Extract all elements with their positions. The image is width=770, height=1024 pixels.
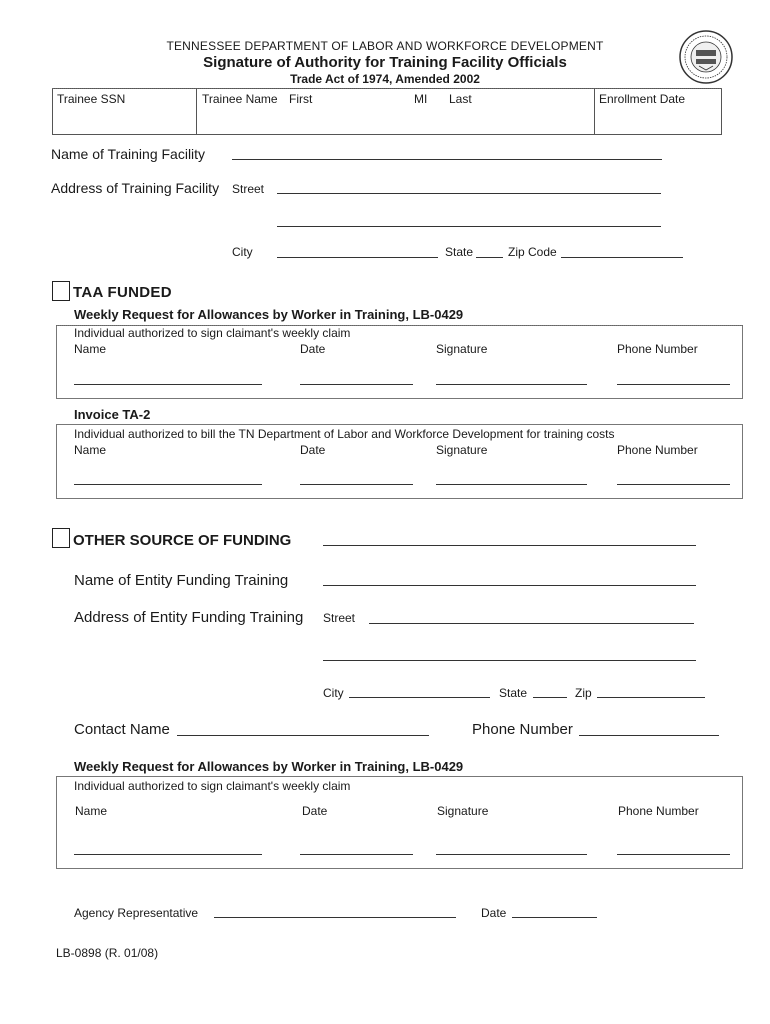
trainee-ssn-label: Trainee SSN xyxy=(57,92,126,106)
agency-rep-field[interactable] xyxy=(214,917,456,918)
entity-city-field[interactable] xyxy=(349,697,490,698)
contact-phone-field[interactable] xyxy=(579,735,719,736)
taa-weekly-signature-field[interactable] xyxy=(436,384,587,385)
invoice-phone-field[interactable] xyxy=(617,484,730,485)
department-name: TENNESSEE DEPARTMENT OF LABOR AND WORKFORCE DEVELOPMENT xyxy=(166,39,604,53)
state-seal-icon xyxy=(679,30,733,84)
trainee-ssn-field[interactable] xyxy=(57,110,192,128)
other-weekly-name-label: Name xyxy=(75,804,108,818)
entity-address-label: Address of Entity Funding Training xyxy=(74,609,304,626)
facility-state-label: State xyxy=(445,245,474,259)
facility-street-field[interactable] xyxy=(277,193,661,194)
other-weekly-signature-field[interactable] xyxy=(436,854,587,855)
invoice-date-label: Date xyxy=(300,443,326,457)
facility-name-label: Name of Training Facility xyxy=(51,146,206,162)
other-weekly-phone-label: Phone Number xyxy=(618,804,699,818)
entity-street-label: Street xyxy=(323,611,356,625)
taa-weekly-date-field[interactable] xyxy=(300,384,413,385)
other-weekly-desc: Individual authorized to sign claimant's weekly claim xyxy=(74,779,351,793)
facility-street-line2-field[interactable] xyxy=(277,226,661,227)
contact-phone-label: Phone Number xyxy=(472,721,573,738)
mi-field[interactable] xyxy=(414,110,444,128)
invoice-signature-label: Signature xyxy=(436,443,488,457)
facility-address-label: Address of Training Facility xyxy=(51,180,220,196)
trainee-box-top-rule xyxy=(52,88,722,89)
agency-date-field[interactable] xyxy=(512,917,597,918)
trainee-name-label: Trainee Name xyxy=(202,92,278,106)
invoice-title: Invoice TA-2 xyxy=(74,407,151,422)
entity-name-field[interactable] xyxy=(323,585,696,586)
other-weekly-date-field[interactable] xyxy=(300,854,413,855)
facility-street-label: Street xyxy=(232,182,265,196)
entity-name-label: Name of Entity Funding Training xyxy=(74,572,289,589)
entity-zip-label: Zip xyxy=(575,686,592,700)
enrollment-divider xyxy=(594,88,595,134)
entity-state-label: State xyxy=(499,686,528,700)
entity-street-line2-field[interactable] xyxy=(323,660,696,661)
other-weekly-title: Weekly Request for Allowances by Worker in Training, LB-0429 xyxy=(74,759,464,774)
other-weekly-signature-label: Signature xyxy=(437,804,489,818)
taa-funded-label: TAA FUNDED xyxy=(73,284,172,301)
taa-weekly-title: Weekly Request for Allowances by Worker in Training, LB-0429 xyxy=(74,307,464,322)
facility-city-field[interactable] xyxy=(277,257,438,258)
invoice-signature-field[interactable] xyxy=(436,484,587,485)
facility-city-label: City xyxy=(232,245,253,259)
taa-weekly-name-field[interactable] xyxy=(74,384,262,385)
other-funding-checkbox[interactable] xyxy=(52,528,70,548)
first-name-field[interactable] xyxy=(289,110,404,128)
taa-weekly-desc: Individual authorized to sign claimant's weekly claim xyxy=(74,326,351,340)
enrollment-date-field[interactable] xyxy=(599,110,714,128)
invoice-name-label: Name xyxy=(74,443,107,457)
mi-label: MI xyxy=(414,92,428,106)
other-weekly-phone-field[interactable] xyxy=(617,854,730,855)
last-name-label: Last xyxy=(449,92,472,106)
facility-state-field[interactable] xyxy=(476,257,503,258)
enrollment-date-label: Enrollment Date xyxy=(599,92,686,106)
entity-zip-field[interactable] xyxy=(597,697,705,698)
entity-state-field[interactable] xyxy=(533,697,567,698)
agency-date-label: Date xyxy=(481,906,507,920)
form-title: Signature of Authority for Training Facility Officials xyxy=(203,54,567,71)
invoice-name-field[interactable] xyxy=(74,484,262,485)
agency-rep-label: Agency Representative xyxy=(74,906,199,920)
invoice-phone-label: Phone Number xyxy=(617,443,698,457)
entity-city-label: City xyxy=(323,686,344,700)
last-name-field[interactable] xyxy=(449,110,589,128)
taa-weekly-signature-label: Signature xyxy=(436,342,488,356)
contact-name-field[interactable] xyxy=(177,735,429,736)
taa-weekly-phone-field[interactable] xyxy=(617,384,730,385)
other-funding-field[interactable] xyxy=(323,545,696,546)
facility-name-field[interactable] xyxy=(232,159,662,160)
other-weekly-date-label: Date xyxy=(302,804,328,818)
trainee-divider xyxy=(196,88,197,134)
entity-street-field[interactable] xyxy=(369,623,694,624)
contact-name-label: Contact Name xyxy=(74,721,170,738)
taa-funded-checkbox[interactable] xyxy=(52,281,70,301)
facility-zip-field[interactable] xyxy=(561,257,683,258)
form-id: LB-0898 (R. 01/08) xyxy=(56,946,159,960)
invoice-desc: Individual authorized to bill the TN Department of Labor and Workforce Development for training costs xyxy=(74,427,615,441)
facility-zip-label: Zip Code xyxy=(508,245,557,259)
form-subtitle: Trade Act of 1974, Amended 2002 xyxy=(290,72,480,86)
other-weekly-name-field[interactable] xyxy=(74,854,262,855)
other-funding-label: OTHER SOURCE OF FUNDING xyxy=(73,532,292,549)
taa-weekly-date-label: Date xyxy=(300,342,326,356)
invoice-date-field[interactable] xyxy=(300,484,413,485)
first-name-label: First xyxy=(289,92,313,106)
taa-weekly-name-label: Name xyxy=(74,342,107,356)
taa-weekly-phone-label: Phone Number xyxy=(617,342,698,356)
